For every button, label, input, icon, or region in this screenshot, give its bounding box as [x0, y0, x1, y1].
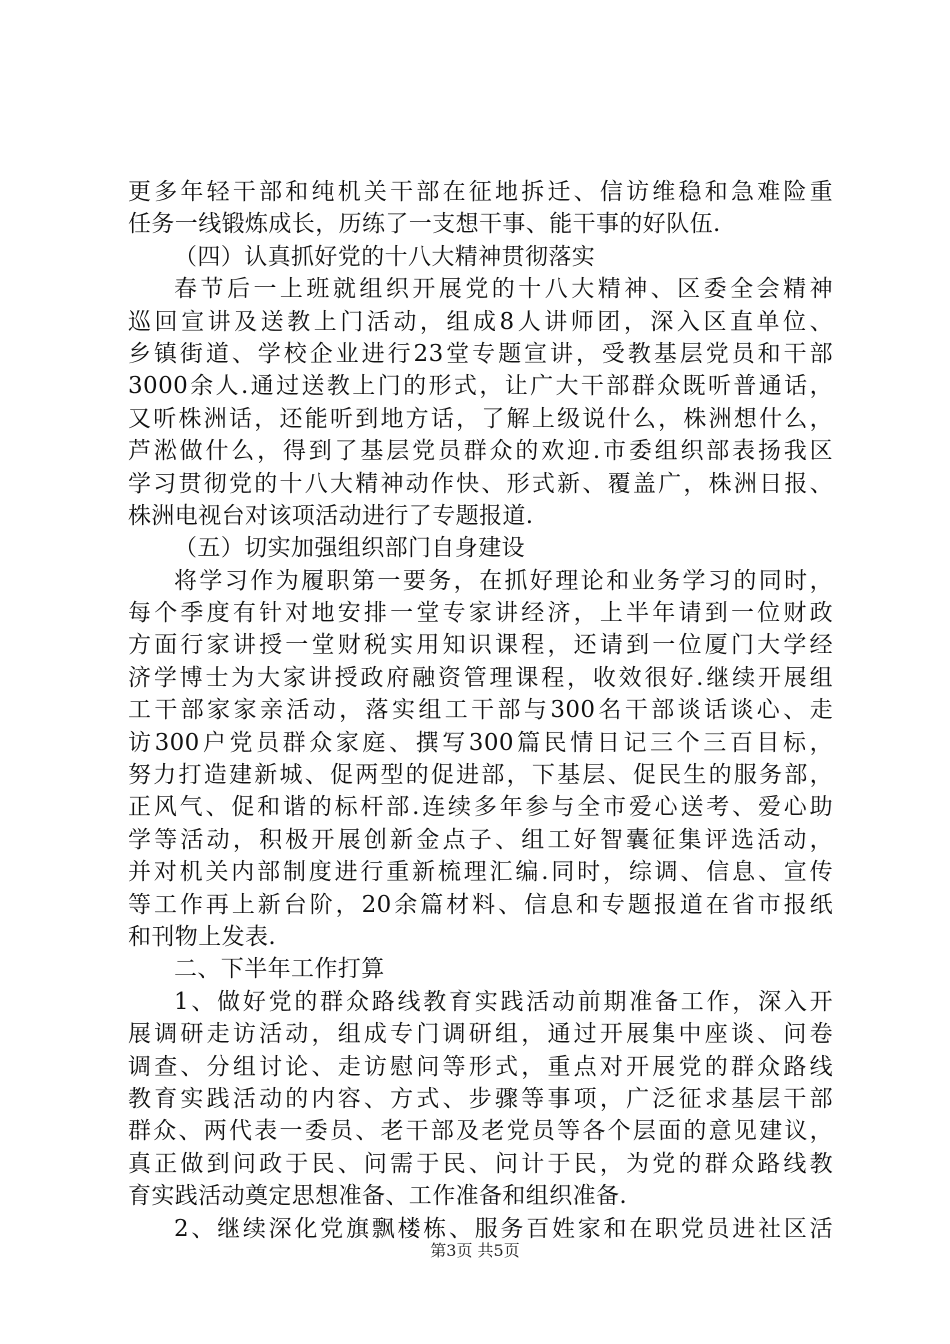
body-text [128, 176, 833, 1245]
text-line: 济学博士为大家讲授政府融资管理课程，收效很好.继续开展组 [128, 664, 833, 691]
section-heading: 二、下半年工作打算 [174, 956, 385, 983]
page-footer: 第3页 共5页 [430, 1241, 520, 1260]
text-line: 学等活动，积极开展创新金点子、组工好智囊征集评选活动， [128, 826, 833, 853]
text-line: 教育实践活动的内容、方式、步骤等事项，广泛征求基层干部 [128, 1085, 833, 1112]
text-line: 育实践活动奠定思想准备、工作准备和组织准备. [128, 1183, 628, 1210]
text-line: 正风气、促和谐的标杆部.连续多年参与全市爱心送考、爱心助 [128, 794, 833, 821]
text-line: 方面行家讲授一堂财税实用知识课程，还请到一位厦门大学经 [128, 632, 833, 659]
text-line: 巡回宣讲及送教上门活动，组成8人讲师团，深入区直单位、 [128, 308, 833, 335]
text-line: 将学习作为履职第一要务，在抓好理论和业务学习的同时， [174, 567, 833, 594]
text-line: 访300户党员群众家庭、撰写300篇民情日记三个三百目标， [128, 729, 833, 756]
text-line: 真正做到问政于民、问需于民、问计于民，为党的群众路线教 [128, 1150, 833, 1177]
text-line: 又听株洲话，还能听到地方话，了解上级说什么，株洲想什么， [128, 405, 833, 432]
text-line: 并对机关内部制度进行重新梳理汇编.同时，综调、信息、宣传 [128, 859, 833, 886]
text-line: 乡镇街道、学校企业进行23堂专题宣讲，受教基层党员和干部 [128, 340, 833, 367]
text-line: 3000余人.通过送教上门的形式，让广大干部群众既听普通话， [128, 373, 833, 400]
text-line: 学习贯彻党的十八大精神动作快、形式新、覆盖广，株洲日报、 [128, 470, 833, 497]
text-line: 2、继续深化党旗飘楼栋、服务百姓家和在职党员进社区活 [174, 1215, 833, 1242]
text-line: 1、做好党的群众路线教育实践活动前期准备工作，深入开 [174, 988, 833, 1015]
text-line: 和刊物上发表. [128, 923, 277, 950]
text-line: 调查、分组讨论、走访慰问等形式，重点对开展党的群众路线 [128, 1053, 833, 1080]
section-heading: （四）认真抓好党的十八大精神贯彻落实 [174, 243, 596, 270]
text-line: 更多年轻干部和纯机关干部在征地拆迁、信访维稳和急难险重 [128, 179, 833, 205]
text-line: 每个季度有针对地安排一堂专家讲经济，上半年请到一位财政 [128, 600, 833, 627]
section-heading: （五）切实加强组织部门自身建设 [174, 535, 525, 562]
text-line: 芦淞做什么，得到了基层党员群众的欢迎.市委组织部表扬我区 [128, 438, 833, 465]
text-line: 春节后一上班就组织开展党的十八大精神、区委全会精神 [174, 276, 833, 303]
text-line: 工干部家家亲活动，落实组工干部与300名干部谈话谈心、走 [128, 697, 833, 724]
text-line: 等工作再上新台阶，20余篇材料、信息和专题报道在省市报纸 [128, 891, 833, 918]
text-line: 群众、两代表一委员、老干部及老党员等各个层面的意见建议， [128, 1118, 833, 1145]
text-line: 努力打造建新城、促两型的促进部，下基层、促民生的服务部， [128, 762, 833, 789]
text-line: 展调研走访活动，组成专门调研组，通过开展集中座谈、问卷 [128, 1021, 833, 1048]
text-line: 株洲电视台对该项活动进行了专题报道. [128, 502, 534, 529]
text-line: 任务一线锻炼成长，历练了一支想干事、能干事的好队伍. [128, 211, 721, 238]
